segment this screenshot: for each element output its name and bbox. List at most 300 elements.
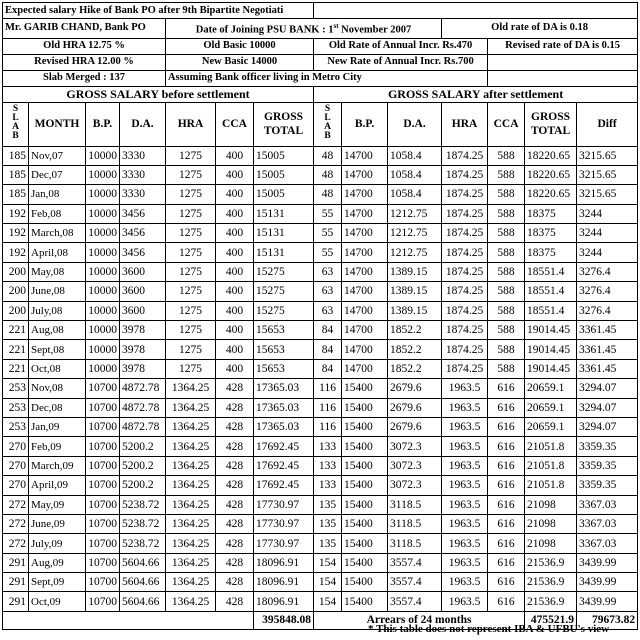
cell-slab: 272 [3, 495, 29, 514]
cell-cca: 428 [216, 495, 254, 514]
cell-slab: 253 [3, 398, 29, 417]
cell-da-after: 1212.75 [388, 243, 442, 262]
cell-cca-after: 588 [488, 340, 525, 359]
cell-da-after: 3072.3 [388, 456, 442, 475]
cell-hra-after: 1874.25 [442, 321, 488, 340]
cell-month: Feb,08 [29, 204, 86, 223]
cell-cca-after: 588 [488, 301, 525, 320]
cell-gross-total: 15275 [254, 301, 314, 320]
cell-bp: 10700 [86, 398, 120, 417]
section-after: GROSS SALARY after settlement [314, 86, 638, 102]
cell-slab: 192 [3, 204, 29, 223]
cell-hra-after: 1874.25 [442, 185, 488, 204]
cell-hra-after: 1963.5 [442, 573, 488, 592]
cell-gross-total-after: 21051.8 [525, 437, 577, 456]
total-gross-before: 395848.08 [254, 611, 314, 629]
cell-cca-after: 588 [488, 185, 525, 204]
cell-diff: 3367.03 [577, 495, 638, 514]
cell-da-after: 3072.3 [388, 476, 442, 495]
total-diff: 79673.82 [577, 611, 638, 629]
cell-da-after: 3557.4 [388, 553, 442, 572]
cell-slab: 272 [3, 534, 29, 553]
cell-da: 3600 [120, 282, 166, 301]
table-row [3, 437, 638, 456]
table-row [3, 301, 638, 320]
cell-da-after: 1852.2 [388, 340, 442, 359]
cell-da-after: 1212.75 [388, 204, 442, 223]
cell-month: Nov,08 [29, 379, 86, 398]
cell-hra: 1275 [166, 262, 216, 281]
cell-month: June,09 [29, 514, 86, 533]
cell-cca-after: 616 [488, 476, 525, 495]
cell-slab: 200 [3, 301, 29, 320]
empty-cell [488, 70, 638, 86]
table-row [3, 185, 638, 204]
table-row [3, 495, 638, 514]
cell-cca: 428 [216, 592, 254, 611]
cell-diff: 3244 [577, 243, 638, 262]
cell-hra: 1275 [166, 165, 216, 184]
cell-slab-after: 48 [314, 165, 342, 184]
cell-hra: 1275 [166, 321, 216, 340]
new-increment: New Rate of Annual Incr. Rs.700 [314, 54, 488, 70]
cell-cca-after: 616 [488, 437, 525, 456]
cell-gross-total-after: 18551.4 [525, 282, 577, 301]
metro-assumption: Assuming Bank officer living in Metro City [166, 70, 488, 86]
cell-gross-total: 17365.03 [254, 417, 314, 436]
cell-cca-after: 616 [488, 534, 525, 553]
cell-slab-after: 135 [314, 495, 342, 514]
col-header-bp-after: B.P. [342, 102, 388, 146]
revised-hra: Revised HRA 12.00 % [3, 54, 166, 70]
cell-bp-after: 14700 [342, 185, 388, 204]
cell-bp: 10000 [86, 340, 120, 359]
cell-bp: 10700 [86, 553, 120, 572]
cell-bp: 10000 [86, 282, 120, 301]
col-header-month: MONTH [29, 102, 86, 146]
cell-bp-after: 15400 [342, 573, 388, 592]
cell-month: March,09 [29, 456, 86, 475]
cell-diff: 3359.35 [577, 476, 638, 495]
cell-bp-after: 14700 [342, 321, 388, 340]
cell-hra-after: 1963.5 [442, 495, 488, 514]
table-row [3, 456, 638, 475]
cell-hra-after: 1874.25 [442, 165, 488, 184]
cell-month: May,09 [29, 495, 86, 514]
cell-da: 5238.72 [120, 514, 166, 533]
cell-hra-after: 1963.5 [442, 379, 488, 398]
cell-gross-total-after: 18375 [525, 224, 577, 243]
cell-gross-total-after: 19014.45 [525, 340, 577, 359]
cell-month: Dec,08 [29, 398, 86, 417]
cell-da: 5200.2 [120, 456, 166, 475]
cell-bp-after: 14700 [342, 165, 388, 184]
cell-slab-after: 55 [314, 224, 342, 243]
cell-cca: 400 [216, 204, 254, 223]
cell-cca: 400 [216, 321, 254, 340]
cell-cca-after: 588 [488, 321, 525, 340]
cell-gross-total: 15653 [254, 340, 314, 359]
cell-hra: 1275 [166, 301, 216, 320]
cell-bp-after: 15400 [342, 379, 388, 398]
cell-month: May,08 [29, 262, 86, 281]
cell-diff: 3215.65 [577, 185, 638, 204]
cell-bp-after: 14700 [342, 224, 388, 243]
total-gross-after: 475521.9 [525, 611, 577, 629]
cell-diff: 3276.4 [577, 262, 638, 281]
cell-gross-total: 17365.03 [254, 379, 314, 398]
cell-da: 5200.2 [120, 476, 166, 495]
cell-diff: 3294.07 [577, 398, 638, 417]
cell-gross-total: 15005 [254, 185, 314, 204]
cell-da-after: 1058.4 [388, 146, 442, 165]
cell-diff: 3359.35 [577, 437, 638, 456]
cell-bp-after: 15400 [342, 534, 388, 553]
cell-cca-after: 588 [488, 224, 525, 243]
cell-da-after: 3118.5 [388, 534, 442, 553]
cell-diff: 3215.65 [577, 165, 638, 184]
cell-slab: 253 [3, 379, 29, 398]
cell-gross-total: 18096.91 [254, 592, 314, 611]
cell-diff: 3244 [577, 224, 638, 243]
cell-gross-total-after: 18220.65 [525, 146, 577, 165]
cell-diff: 3361.45 [577, 359, 638, 378]
cell-slab: 221 [3, 359, 29, 378]
cell-da: 3330 [120, 185, 166, 204]
cell-month: Jan,08 [29, 185, 86, 204]
cell-cca-after: 616 [488, 398, 525, 417]
cell-slab: 272 [3, 514, 29, 533]
empty-cell [314, 3, 638, 19]
cell-month: July,08 [29, 301, 86, 320]
cell-slab: 221 [3, 321, 29, 340]
cell-bp: 10000 [86, 301, 120, 320]
cell-cca-after: 616 [488, 417, 525, 436]
cell-cca: 428 [216, 573, 254, 592]
cell-cca: 400 [216, 340, 254, 359]
cell-slab-after: 84 [314, 340, 342, 359]
cell-slab-after: 154 [314, 573, 342, 592]
cell-gross-total: 17730.97 [254, 514, 314, 533]
cell-cca: 428 [216, 514, 254, 533]
cell-bp-after: 15400 [342, 553, 388, 572]
cell-cca: 400 [216, 165, 254, 184]
cell-da-after: 1058.4 [388, 185, 442, 204]
cell-hra: 1275 [166, 146, 216, 165]
cell-cca-after: 616 [488, 592, 525, 611]
cell-bp: 10000 [86, 243, 120, 262]
cell-slab-after: 63 [314, 282, 342, 301]
cell-bp-after: 14700 [342, 243, 388, 262]
cell-da-after: 3557.4 [388, 573, 442, 592]
cell-month: June,08 [29, 282, 86, 301]
footnote: * This table does not represent IBA & UFBU's view [368, 623, 610, 635]
cell-gross-total: 15275 [254, 262, 314, 281]
cell-cca: 400 [216, 282, 254, 301]
cell-da: 3600 [120, 301, 166, 320]
old-increment: Old Rate of Annual Incr. Rs.470 [314, 38, 488, 54]
cell-bp-after: 15400 [342, 495, 388, 514]
cell-slab: 221 [3, 340, 29, 359]
cell-hra-after: 1963.5 [442, 398, 488, 417]
cell-slab: 200 [3, 282, 29, 301]
cell-hra: 1275 [166, 340, 216, 359]
cell-bp: 10700 [86, 437, 120, 456]
cell-slab-after: 55 [314, 204, 342, 223]
table-row [3, 534, 638, 553]
cell-cca: 428 [216, 534, 254, 553]
cell-hra: 1275 [166, 359, 216, 378]
cell-diff: 3439.99 [577, 573, 638, 592]
table-row [3, 553, 638, 572]
cell-bp: 10000 [86, 262, 120, 281]
cell-gross-total: 15653 [254, 321, 314, 340]
cell-da: 5238.72 [120, 534, 166, 553]
cell-slab-after: 84 [314, 321, 342, 340]
cell-bp: 10000 [86, 204, 120, 223]
cell-cca-after: 616 [488, 495, 525, 514]
cell-slab: 185 [3, 185, 29, 204]
salary-sheet [2, 2, 637, 630]
cell-month: Oct,09 [29, 592, 86, 611]
cell-bp-after: 14700 [342, 282, 388, 301]
cell-da: 4872.78 [120, 398, 166, 417]
cell-gross-total: 17365.03 [254, 398, 314, 417]
col-header-slab-after: SLAB [314, 102, 342, 146]
cell-cca: 400 [216, 359, 254, 378]
cell-bp: 10700 [86, 456, 120, 475]
cell-month: April,08 [29, 243, 86, 262]
cell-diff: 3367.03 [577, 534, 638, 553]
cell-slab-after: 63 [314, 262, 342, 281]
table-row [3, 398, 638, 417]
cell-cca-after: 616 [488, 573, 525, 592]
cell-cca-after: 616 [488, 456, 525, 475]
cell-da-after: 1852.2 [388, 359, 442, 378]
cell-bp: 10700 [86, 417, 120, 436]
cell-cca: 428 [216, 379, 254, 398]
date-of-joining: Date of Joining PSU BANK : 1st November 2007 [166, 19, 442, 39]
cell-slab-after: 154 [314, 553, 342, 572]
cell-month: March,08 [29, 224, 86, 243]
cell-hra: 1364.25 [166, 456, 216, 475]
cell-da-after: 1389.15 [388, 301, 442, 320]
cell-gross-total-after: 20659.1 [525, 417, 577, 436]
cell-diff: 3276.4 [577, 282, 638, 301]
old-hra: Old HRA 12.75 % [3, 38, 166, 54]
cell-slab-after: 133 [314, 437, 342, 456]
cell-slab: 291 [3, 553, 29, 572]
cell-da-after: 2679.6 [388, 417, 442, 436]
cell-bp: 10700 [86, 495, 120, 514]
cell-slab: 291 [3, 592, 29, 611]
cell-cca-after: 616 [488, 514, 525, 533]
cell-hra: 1364.25 [166, 553, 216, 572]
col-header-bp: B.P. [86, 102, 120, 146]
cell-bp: 10700 [86, 476, 120, 495]
cell-hra-after: 1874.25 [442, 224, 488, 243]
cell-cca: 400 [216, 243, 254, 262]
salary-table [2, 2, 638, 630]
cell-cca: 428 [216, 476, 254, 495]
table-row [3, 243, 638, 262]
cell-month: Aug,08 [29, 321, 86, 340]
cell-gross-total: 15131 [254, 224, 314, 243]
cell-month: Sept,08 [29, 340, 86, 359]
cell-gross-total-after: 21051.8 [525, 456, 577, 475]
cell-gross-total-after: 18375 [525, 204, 577, 223]
cell-slab-after: 84 [314, 359, 342, 378]
cell-bp-after: 14700 [342, 262, 388, 281]
cell-gross-total: 15653 [254, 359, 314, 378]
cell-slab-after: 135 [314, 514, 342, 533]
cell-bp: 10000 [86, 185, 120, 204]
cell-cca: 428 [216, 417, 254, 436]
cell-cca: 428 [216, 456, 254, 475]
cell-month: Feb,09 [29, 437, 86, 456]
cell-cca-after: 588 [488, 359, 525, 378]
cell-slab-after: 116 [314, 417, 342, 436]
cell-diff: 3244 [577, 204, 638, 223]
cell-cca-after: 616 [488, 379, 525, 398]
col-header-cca: CCA [216, 102, 254, 146]
cell-hra: 1275 [166, 224, 216, 243]
cell-bp-after: 14700 [342, 301, 388, 320]
cell-gross-total: 17692.45 [254, 456, 314, 475]
cell-gross-total-after: 18551.4 [525, 301, 577, 320]
col-header-hra: HRA [166, 102, 216, 146]
cell-gross-total-after: 18220.65 [525, 165, 577, 184]
cell-cca: 400 [216, 224, 254, 243]
cell-gross-total-after: 21536.9 [525, 553, 577, 572]
cell-hra: 1275 [166, 185, 216, 204]
table-row [3, 417, 638, 436]
cell-bp-after: 14700 [342, 340, 388, 359]
cell-hra: 1364.25 [166, 398, 216, 417]
cell-slab-after: 135 [314, 534, 342, 553]
cell-hra-after: 1874.25 [442, 340, 488, 359]
cell-diff: 3359.35 [577, 456, 638, 475]
cell-hra: 1364.25 [166, 379, 216, 398]
cell-gross-total: 15005 [254, 146, 314, 165]
cell-hra-after: 1963.5 [442, 456, 488, 475]
cell-da: 3456 [120, 224, 166, 243]
cell-hra-after: 1874.25 [442, 243, 488, 262]
cell-slab: 253 [3, 417, 29, 436]
table-row [3, 204, 638, 223]
cell-cca: 400 [216, 262, 254, 281]
cell-hra-after: 1874.25 [442, 262, 488, 281]
new-basic: New Basic 14000 [166, 54, 314, 70]
cell-bp-after: 14700 [342, 359, 388, 378]
arrears-label: Arrears of 24 months [314, 611, 525, 629]
cell-da: 5604.66 [120, 553, 166, 572]
cell-da-after: 3072.3 [388, 437, 442, 456]
cell-hra: 1275 [166, 204, 216, 223]
empty-cell [488, 54, 638, 70]
cell-slab: 192 [3, 243, 29, 262]
col-header-da-after: D.A. [388, 102, 442, 146]
cell-slab-after: 48 [314, 146, 342, 165]
cell-month: Jan,09 [29, 417, 86, 436]
cell-hra-after: 1874.25 [442, 146, 488, 165]
cell-diff: 3276.4 [577, 301, 638, 320]
cell-bp-after: 15400 [342, 398, 388, 417]
cell-slab: 192 [3, 224, 29, 243]
cell-month: Aug,09 [29, 553, 86, 572]
table-row [3, 592, 638, 611]
cell-diff: 3439.99 [577, 553, 638, 572]
cell-da: 4872.78 [120, 379, 166, 398]
cell-bp-after: 15400 [342, 437, 388, 456]
cell-bp: 10000 [86, 165, 120, 184]
cell-bp: 10700 [86, 514, 120, 533]
cell-bp: 10700 [86, 573, 120, 592]
col-header-gross-total: GROSS TOTAL [254, 102, 314, 146]
cell-bp-after: 15400 [342, 514, 388, 533]
cell-gross-total-after: 19014.45 [525, 359, 577, 378]
cell-cca-after: 588 [488, 204, 525, 223]
cell-cca-after: 588 [488, 243, 525, 262]
cell-hra: 1364.25 [166, 514, 216, 533]
cell-bp-after: 15400 [342, 456, 388, 475]
cell-da: 3600 [120, 262, 166, 281]
cell-gross-total-after: 20659.1 [525, 379, 577, 398]
employee-name: Mr. GARIB CHAND, Bank PO [3, 19, 166, 39]
cell-gross-total: 18096.91 [254, 573, 314, 592]
cell-slab: 270 [3, 437, 29, 456]
cell-da-after: 2679.6 [388, 398, 442, 417]
cell-slab-after: 55 [314, 243, 342, 262]
cell-slab: 185 [3, 146, 29, 165]
cell-gross-total: 15131 [254, 204, 314, 223]
section-before: GROSS SALARY before settlement [3, 86, 314, 102]
cell-bp-after: 15400 [342, 417, 388, 436]
cell-hra: 1275 [166, 282, 216, 301]
col-header-hra-after: HRA [442, 102, 488, 146]
table-row [3, 165, 638, 184]
cell-da-after: 3557.4 [388, 592, 442, 611]
cell-diff: 3215.65 [577, 146, 638, 165]
cell-gross-total-after: 21536.9 [525, 592, 577, 611]
cell-da: 3456 [120, 243, 166, 262]
cell-da: 3330 [120, 165, 166, 184]
old-basic: Old Basic 10000 [166, 38, 314, 54]
cell-da-after: 1852.2 [388, 321, 442, 340]
cell-hra: 1275 [166, 243, 216, 262]
col-header-gross-total-after: GROSS TOTAL [525, 102, 577, 146]
cell-da: 3978 [120, 359, 166, 378]
table-row [3, 514, 638, 533]
old-da-rate: Old rate of DA is 0.18 [442, 19, 638, 39]
cell-cca: 428 [216, 437, 254, 456]
cell-cca: 400 [216, 146, 254, 165]
cell-cca-after: 588 [488, 282, 525, 301]
cell-da-after: 1058.4 [388, 165, 442, 184]
cell-slab-after: 116 [314, 398, 342, 417]
cell-da: 3456 [120, 204, 166, 223]
cell-hra: 1364.25 [166, 417, 216, 436]
cell-bp: 10700 [86, 592, 120, 611]
cell-hra: 1364.25 [166, 437, 216, 456]
cell-hra-after: 1874.25 [442, 301, 488, 320]
cell-bp: 10000 [86, 321, 120, 340]
cell-hra-after: 1963.5 [442, 514, 488, 533]
col-header-cca-after: CCA [488, 102, 525, 146]
col-header-slab: SLAB [3, 102, 29, 146]
cell-da-after: 1389.15 [388, 282, 442, 301]
cell-slab: 200 [3, 262, 29, 281]
